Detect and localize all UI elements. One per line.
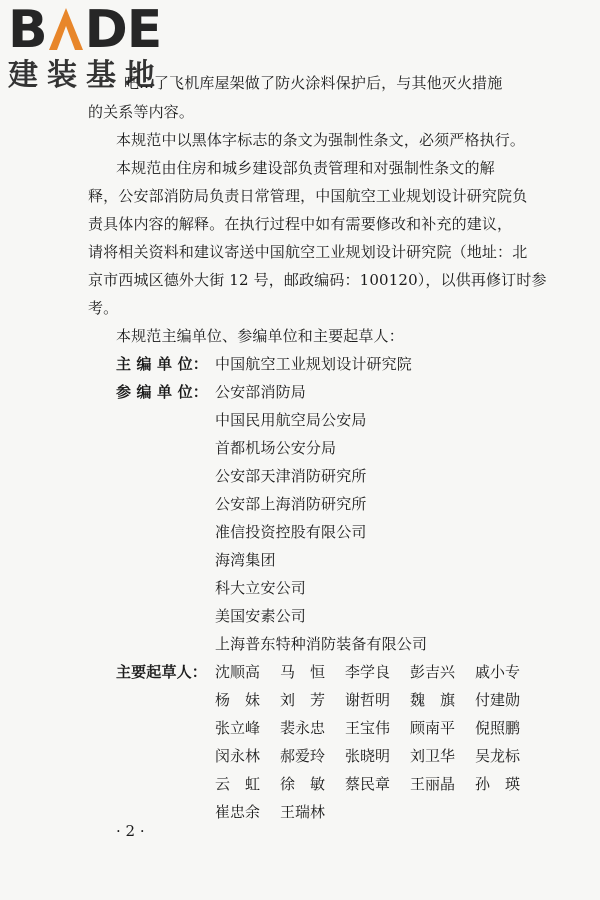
chief-unit-label: 主 编 单 位： <box>116 355 208 373</box>
para-management-line-2: 释，公安部消防局负责日常管理，中国航空工业规划设计研究院负 <box>88 187 528 205</box>
drafter-name: 彭吉兴 <box>410 663 456 681</box>
para-management-line-4: 请将相关资料和建议寄送中国航空工业规划设计研究院（地址：北 <box>88 243 528 261</box>
logo-a-triangle-icon <box>48 6 84 52</box>
participating-unit: 准信投资控股有限公司 <box>215 523 367 541</box>
drafter-name: 闵永林 <box>215 747 261 765</box>
participating-unit: 公安部天津消防研究所 <box>215 467 367 485</box>
continuation-line-1: 吧...了飞机库屋架做了防火涂料保护后，与其他灭火措施 <box>124 74 503 92</box>
drafter-name: 徐 敏 <box>280 775 326 793</box>
drafter-name: 倪照鹏 <box>475 719 521 737</box>
participating-unit: 中国民用航空局公安局 <box>215 411 367 429</box>
drafter-name: 张晓明 <box>345 747 391 765</box>
participating-label: 参 编 单 位： <box>116 383 208 401</box>
units-intro: 本规范主编单位、参编单位和主要起草人： <box>116 327 404 345</box>
participating-unit: 首都机场公安分局 <box>215 439 337 457</box>
drafter-name: 郝爱玲 <box>280 747 326 765</box>
drafter-name: 顾南平 <box>410 719 456 737</box>
drafter-name: 戚小专 <box>475 663 521 681</box>
drafter-name: 魏 旗 <box>410 691 456 709</box>
drafter-name: 云 虹 <box>215 775 261 793</box>
logo-subtitle: 建装基地 <box>8 58 164 93</box>
drafter-name: 李学良 <box>345 663 391 681</box>
drafter-name: 杨 妹 <box>215 691 261 709</box>
para-management-line-1: 本规范由住房和城乡建设部负责管理和对强制性条文的解 <box>116 159 495 177</box>
continuation-line-2: 的关系等内容。 <box>88 103 195 121</box>
drafter-name: 付建勋 <box>475 691 521 709</box>
drafter-name: 刘卫华 <box>410 747 456 765</box>
chief-unit-value: 中国航空工业规划设计研究院 <box>215 355 412 373</box>
para-management-line-3: 责具体内容的解释。在执行过程中如有需要修改和补充的建议， <box>88 215 513 233</box>
drafter-name: 刘 芳 <box>280 691 326 709</box>
drafter-name: 马 恒 <box>280 663 326 681</box>
drafter-name: 孙 瑛 <box>475 775 521 793</box>
participating-unit: 公安部消防局 <box>215 383 306 401</box>
participating-unit: 科大立安公司 <box>215 579 306 597</box>
participating-unit: 美国安素公司 <box>215 607 306 625</box>
drafter-name: 王宝伟 <box>345 719 391 737</box>
participating-unit: 公安部上海消防研究所 <box>215 495 367 513</box>
drafter-name: 裴永忠 <box>280 719 326 737</box>
drafter-name: 吴龙标 <box>475 747 521 765</box>
drafter-name: 谢哲明 <box>345 691 391 709</box>
drafter-name: 王丽晶 <box>410 775 456 793</box>
drafter-name: 蔡民章 <box>345 775 391 793</box>
drafter-name: 张立峰 <box>215 719 261 737</box>
drafter-name: 沈顺高 <box>215 663 261 681</box>
drafters-label: 主要起草人： <box>116 663 207 681</box>
drafter-name: 王瑞林 <box>280 803 326 821</box>
para-management-line-6: 考。 <box>88 299 119 317</box>
participating-unit: 上海普东特种消防装备有限公司 <box>215 635 428 653</box>
para-mandatory: 本规范中以黑体字标志的条文为强制性条文，必须严格执行。 <box>116 131 526 149</box>
drafter-name: 崔忠余 <box>215 803 261 821</box>
para-management-line-5: 京市西城区德外大街 12 号，邮政编码：100120），以供再修订时参 <box>88 271 547 289</box>
page-number: · 2 · <box>116 822 145 840</box>
participating-unit: 海湾集团 <box>215 551 276 569</box>
logo-wordmark: B DE <box>8 0 162 60</box>
